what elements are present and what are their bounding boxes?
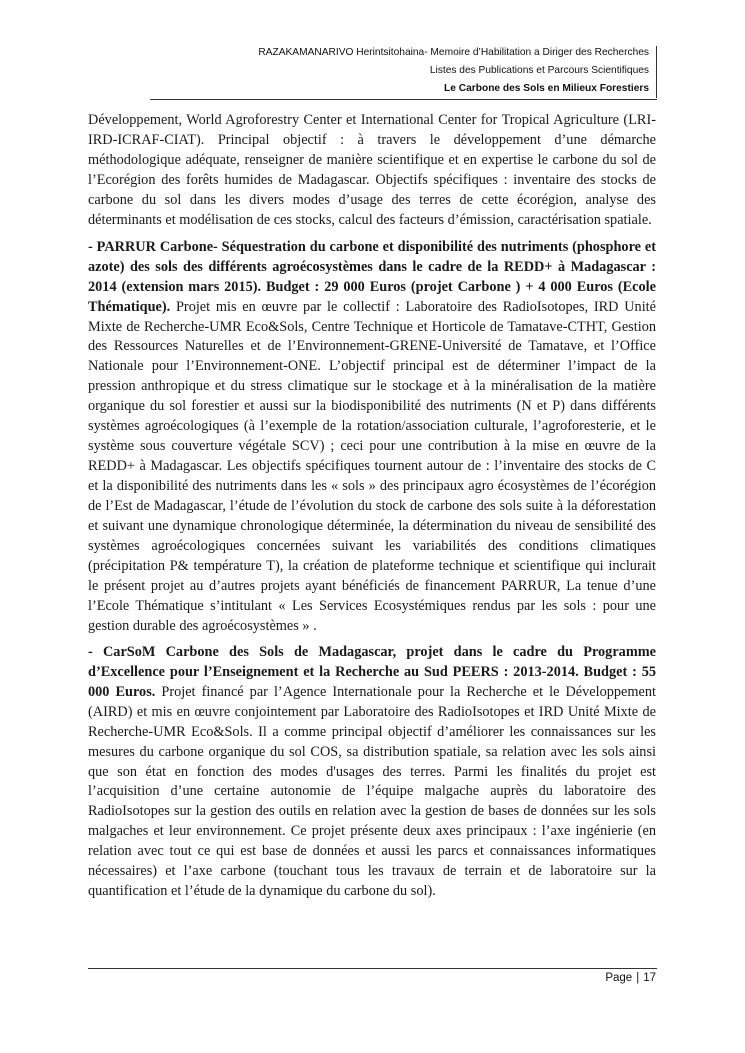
paragraph-continuation [88,111,656,231]
page-label: Page [605,972,633,984]
paragraph-carsom [88,643,656,902]
running-header [150,44,657,100]
header-chapter-line [150,80,657,100]
paragraph-parrur [88,238,656,637]
header-section-title: Listes des Publications et Parcours Scientifiques [429,65,649,76]
paragraph-text: Projet mis en œuvre par le collectif : Laboratoire des RadioIsotopes, IRD Unité Mixte de Recherche-UMR Eco&Sols, Centre Technique et Horticole de Tamatave-CTHT, Gestion des Ressources Naturelles et de l’Environnement-GRENE-Université de Tamatave, et l’Office Nationale pour l’Environnement-ONE. L’objectif principal est de déterminer l’impact de la pression anthropique et du stress climatique sur le stockage et à la minéralisation de la matière organique du sol forestier et aussi sur la biodisponibilité des nutriments (N et P) dans différents systèmes agroécologiques (à l’exemple de la rotation/association culturale, l’agroforesterie, et le système sous couverture végétale SCV) ; ceci pour une contribution à la mise en œuvre de la REDD+ à Madagascar. Les objectifs spécifiques tournent autour de : l’inventaire des stocks de C et la disponibilité des nutriments dans les « sols » des principaux agro écosystèmes de l’écorégion de l’Est de Madagascar, l’étude de l’évolution du stock de carbone des sols suite à la déforestation et suivant une dynamique chronologique déterminée, la détermination du niveau de sensibilité des systèmes agroécologiques concernées suivant les variabilités des conditions climatiques (précipitation P& température T), la création de plateforme technique et scientifique qui inclurait le présent projet au d’autres projets ayant bénéficiés de financement PARRUR, La tenue d’une l’Ecole Thématique s’intitulant « Les Services Ecosystémiques rendus par les sols : pour une gestion durable des agroécosystèmes » . [88,298,656,634]
project-heading-parrur: - PARRUR Carbone- Séquestration du carbone et disponibilité des nutriments (phosphore et azote) des sols des différents agroécosystèmes dans le cadre de la REDD+ à Madagascar : 2014 (extension mars 2015). Budget : 29 000 Euros (projet Carbone ) + 4 000 Euros (Ecole Thématique). [88,238,656,315]
paragraph-text: Projet financé par l’Agence Internationale pour la Recherche et le Développement (AIRD) et mis en œuvre conjointement par Laboratoire des RadioIsotopes et IRD Unité Mixte de Recherche-UMR Eco&Sols. Il a comme principal objectif d’améliorer les connaissances sur les mesures du carbone organique du sol COS, sa distribution spatiale, sa relation avec les sols ainsi que son état en fonction des modes d'usages des terres. Parmi les finalités du projet est l’acquisition d’une certaine autonomie de l’équipe malgache auprès du laboratoire des RadioIsotopes sur la gestion des outils en relation avec la gestion de bases de données sur les sols malgaches et leur environnement. Ce projet présente deux axes principaux : l’axe ingénierie (en relation avec tout ce qui est base de données et aussi les parcs et connaissances informatiques nécessaires) et l’axe carbone (touchant tous les travaux de terrain et de laboratoire sur la quantification et l’étude de la dynamique du carbone du sol). [88,683,656,900]
page-footer [605,972,656,984]
paragraph-text: Développement, World Agroforestry Center et International Center for Tropical Agriculture (LRI-IRD-ICRAF-CIAT). Principal objectif : à travers le développement d’une démarche méthodologique adéquate, renseigner de manière scientifique et en expertise le carbone du sol de l’Ecorégion des forêts humides de Madagascar. Objectifs spécifiques : inventaire des stocks de carbone du sol dans les divers modes d’usage des terres de cette écorégion, analyse des déterminants et modélisation de ces stocks, calcul des facteurs d’émission, caractérisation spatiale. [88,112,656,228]
footer-rule [88,968,657,969]
header-author-title: RAZAKAMANARIVO Herintsitohaina- Memoire d’Habilitation a Diriger des Recherches [258,47,649,58]
page-number: 17 [643,972,656,984]
footer-separator: | [636,972,640,984]
project-heading-carsom: - CarSoM Carbone des Sols de Madagascar, projet dans le cadre du Programme d’Excellence pour l’Enseignement et la Recherche au Sud PEERS : 2013-2014. Budget : 55 000 Euros. [88,643,656,700]
body-text [88,111,656,908]
header-vertical-rule [656,46,657,98]
header-chapter-title: Le Carbone des Sols en Milieux Forestiers [444,83,649,94]
